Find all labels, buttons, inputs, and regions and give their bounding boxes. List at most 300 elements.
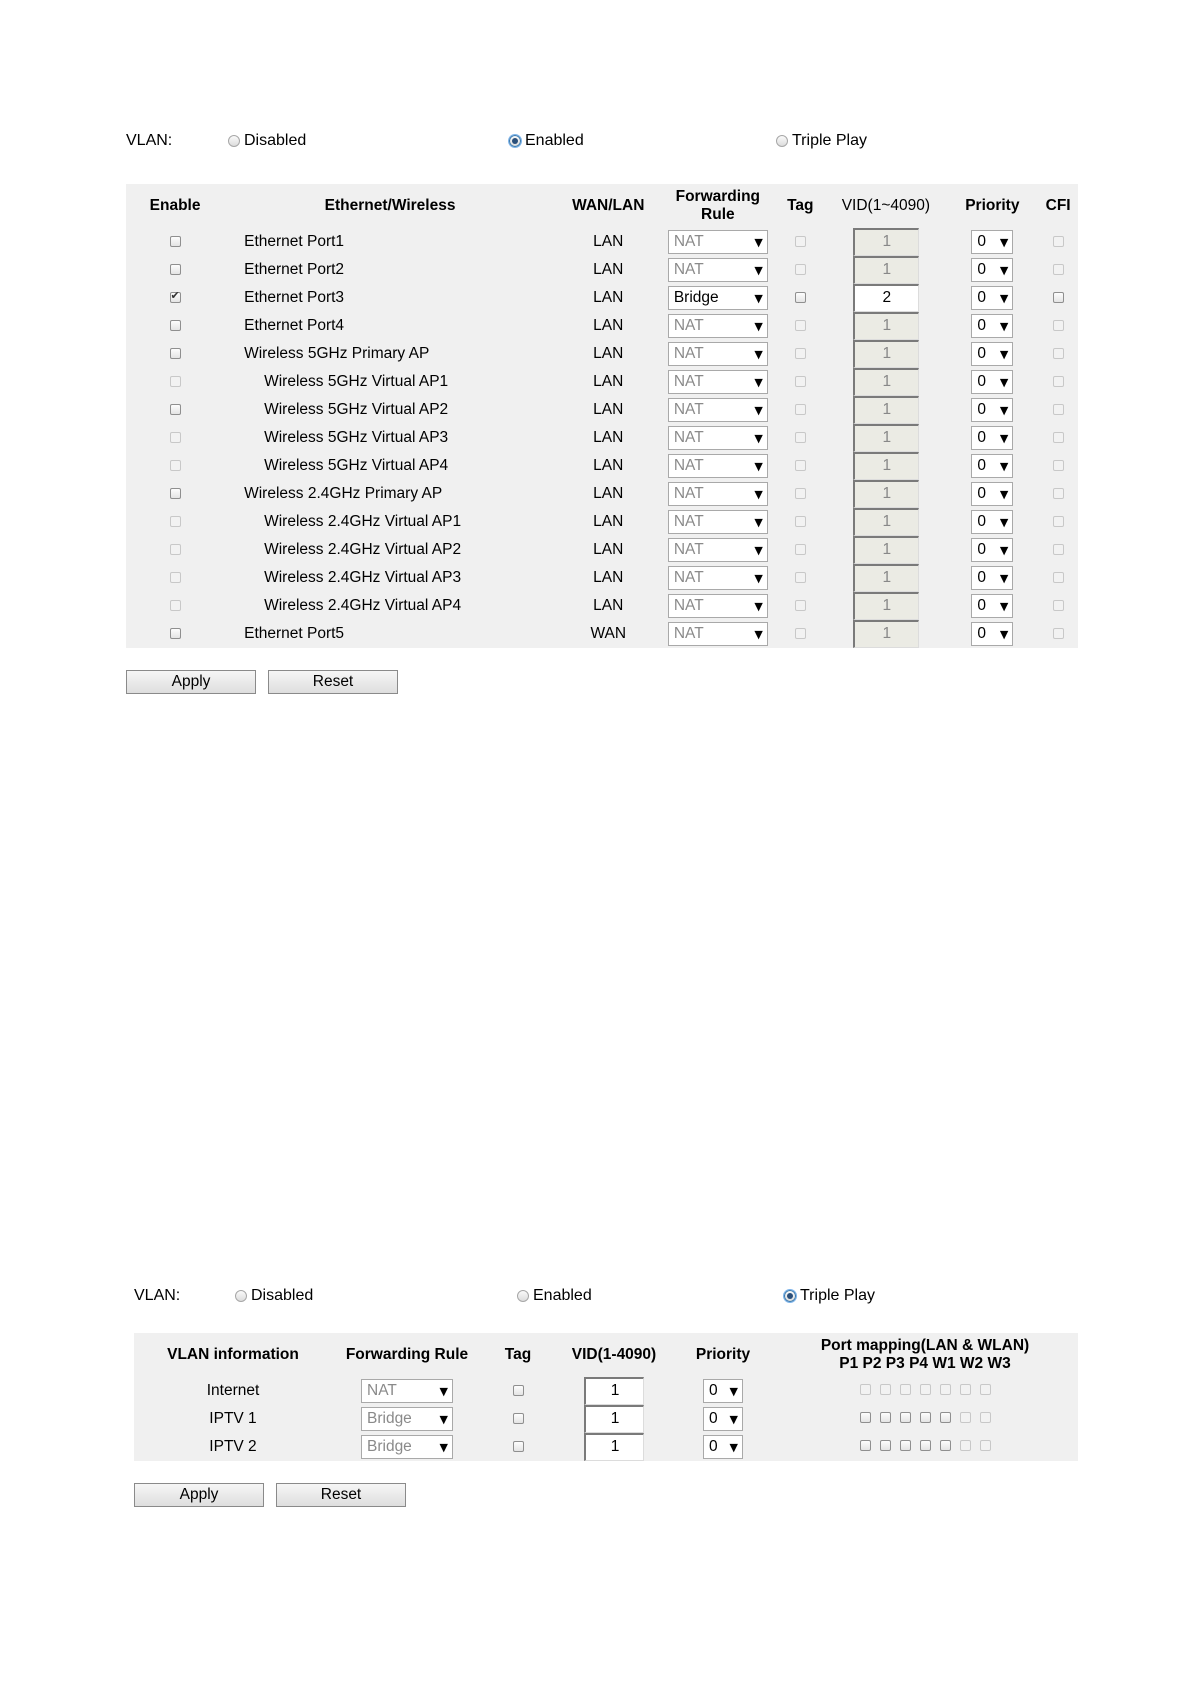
vid-cell [825, 564, 946, 592]
port-map-checkbox[interactable] [980, 1440, 991, 1451]
priority-select[interactable]: 0 ▼ [971, 426, 1013, 450]
table-row [126, 396, 1078, 424]
vid-input[interactable]: 1 [584, 1405, 644, 1433]
port-map-checkbox[interactable] [900, 1384, 911, 1395]
forwarding-rule-select[interactable]: Bridge ▼ [361, 1435, 453, 1459]
port-name: Wireless 5GHz Virtual AP1 [264, 373, 449, 390]
forwarding-rule-cell [660, 620, 775, 648]
vid-input[interactable]: 1 [584, 1433, 644, 1461]
enable-checkbox[interactable] [170, 460, 181, 471]
tag-cell [775, 536, 825, 564]
cfi-cell [1038, 396, 1078, 424]
vid-input[interactable]: 1 [853, 452, 919, 480]
priority-select[interactable]: 0 ▼ [971, 510, 1013, 534]
priority-select[interactable]: 0 ▼ [971, 230, 1013, 254]
priority-cell [946, 340, 1038, 368]
forwarding-rule-cell [660, 508, 775, 536]
dropdown-arrow-icon: ▼ [999, 347, 1009, 361]
table-row [126, 312, 1078, 340]
forwarding-rule-select[interactable]: NAT ▼ [668, 314, 768, 338]
priority-select[interactable]: 0 ▼ [971, 594, 1013, 618]
forwarding-rule-select[interactable]: NAT ▼ [668, 398, 768, 422]
apply-button[interactable]: Apply [134, 1483, 264, 1507]
port-map-checkbox[interactable] [920, 1440, 931, 1451]
port-map-checkbox[interactable] [860, 1384, 871, 1395]
cfi-cell [1038, 592, 1078, 620]
cfi-checkbox[interactable] [1053, 544, 1064, 555]
dropdown-arrow-icon: ▼ [754, 487, 763, 501]
priority-select[interactable]: 0 ▼ [971, 622, 1013, 646]
triple-play-table [134, 1333, 1078, 1461]
tag-cell [775, 312, 825, 340]
dropdown-arrow-icon: ▼ [754, 263, 763, 277]
enable-cell [126, 228, 224, 256]
tag-checkbox[interactable] [795, 404, 806, 415]
vid-cell [825, 368, 946, 396]
cfi-checkbox[interactable] [1053, 572, 1064, 583]
port-name: Wireless 5GHz Virtual AP2 [264, 401, 449, 418]
tag-checkbox[interactable] [795, 544, 806, 555]
forwarding-rule-select[interactable]: NAT ▼ [668, 594, 768, 618]
port-map-checkbox[interactable] [980, 1384, 991, 1395]
forwarding-rule-cell [660, 228, 775, 256]
priority-cell [946, 508, 1038, 536]
tag-checkbox[interactable] [795, 236, 806, 247]
priority-cell [946, 424, 1038, 452]
radio-selected-icon[interactable] [509, 135, 521, 147]
dropdown-arrow-icon: ▼ [754, 571, 763, 585]
cfi-checkbox[interactable] [1053, 376, 1064, 387]
port-map-checkbox[interactable] [860, 1440, 871, 1451]
enable-cell [126, 452, 224, 480]
vid-input[interactable]: 1 [853, 368, 919, 396]
dropdown-arrow-icon: ▼ [999, 459, 1009, 473]
tag-cell [775, 508, 825, 536]
vlan-disabled-radio[interactable]: Disabled [228, 132, 306, 150]
vid-cell [825, 396, 946, 424]
enable-checkbox[interactable] [170, 292, 181, 303]
dropdown-arrow-icon: ▼ [754, 235, 763, 249]
enable-cell [126, 368, 224, 396]
dropdown-arrow-icon: ▼ [999, 263, 1009, 277]
dropdown-arrow-icon: ▼ [754, 319, 763, 333]
dropdown-arrow-icon: ▼ [754, 627, 763, 641]
table-row [134, 1405, 1078, 1433]
vid-input[interactable]: 1 [853, 480, 919, 508]
vid-cell [825, 284, 946, 312]
radio-icon[interactable] [517, 1290, 529, 1302]
enable-checkbox[interactable] [170, 628, 181, 639]
table-row [126, 480, 1078, 508]
vid-input[interactable]: 1 [853, 396, 919, 424]
table-row [134, 1433, 1078, 1461]
port-type: LAN [593, 485, 624, 502]
radio-selected-icon[interactable] [784, 1290, 796, 1302]
cfi-checkbox[interactable] [1053, 348, 1064, 359]
enable-checkbox[interactable] [170, 348, 181, 359]
port-type: LAN [593, 457, 624, 474]
port-map-checkbox[interactable] [880, 1384, 891, 1395]
panel1-buttons [126, 670, 1078, 694]
tag-checkbox[interactable] [795, 628, 806, 639]
cfi-cell [1038, 284, 1078, 312]
vid-cell [825, 424, 946, 452]
forwarding-rule-select[interactable]: Bridge ▼ [361, 1407, 453, 1431]
enable-checkbox[interactable] [170, 544, 181, 555]
priority-select[interactable]: 0 ▼ [971, 370, 1013, 394]
port-type: LAN [593, 513, 624, 530]
table-row [126, 564, 1078, 592]
tag-cell [775, 228, 825, 256]
forwarding-rule-select[interactable]: Bridge ▼ [668, 286, 768, 310]
cfi-cell [1038, 620, 1078, 648]
vid-input[interactable]: 1 [853, 340, 919, 368]
priority-select[interactable]: 0 ▼ [703, 1407, 743, 1431]
cfi-checkbox[interactable] [1053, 600, 1064, 611]
vlan-disabled-radio[interactable]: Disabled [235, 1287, 313, 1305]
forwarding-rule-cell [660, 284, 775, 312]
port-type: LAN [593, 541, 624, 558]
vlan-name: IPTV 2 [209, 1438, 257, 1455]
enable-checkbox[interactable] [170, 404, 181, 415]
vlan-mode-row [126, 120, 1078, 170]
reset-button[interactable]: Reset [268, 670, 398, 694]
port-map-checkbox[interactable] [980, 1412, 991, 1423]
dropdown-arrow-icon: ▼ [999, 403, 1009, 417]
tag-checkbox[interactable] [795, 432, 806, 443]
forwarding-rule-cell [332, 1405, 482, 1433]
enable-checkbox[interactable] [170, 600, 181, 611]
vid-input[interactable]: 1 [853, 312, 919, 340]
tag-checkbox[interactable] [513, 1385, 524, 1396]
cfi-checkbox[interactable] [1053, 292, 1064, 303]
tag-checkbox[interactable] [795, 600, 806, 611]
tag-checkbox[interactable] [795, 376, 806, 387]
enable-checkbox[interactable] [170, 236, 181, 247]
port-type: LAN [593, 289, 624, 306]
table-row [126, 284, 1078, 312]
enable-cell [126, 536, 224, 564]
priority-cell [946, 396, 1038, 424]
vid-input[interactable]: 1 [853, 592, 919, 620]
dropdown-arrow-icon: ▼ [439, 1384, 448, 1398]
enable-cell [126, 256, 224, 284]
port-name: Ethernet Port2 [244, 261, 345, 278]
enable-checkbox[interactable] [170, 488, 181, 499]
enable-checkbox[interactable] [170, 376, 181, 387]
vid-input[interactable]: 1 [853, 228, 919, 256]
vid-input[interactable]: 2 [853, 284, 919, 312]
tag-cell [775, 480, 825, 508]
enable-checkbox[interactable] [170, 320, 181, 331]
tag-checkbox[interactable] [795, 488, 806, 499]
enable-cell [126, 424, 224, 452]
port-name: Wireless 5GHz Virtual AP3 [264, 429, 449, 446]
forwarding-rule-select[interactable]: NAT ▼ [668, 426, 768, 450]
col-ethernet-wireless: Ethernet/Wireless [324, 197, 456, 214]
port-map-checkbox[interactable] [960, 1412, 971, 1423]
forwarding-rule-select[interactable]: NAT ▼ [668, 454, 768, 478]
priority-select[interactable]: 0 ▼ [971, 398, 1013, 422]
priority-select[interactable]: 0 ▼ [971, 342, 1013, 366]
tag-checkbox[interactable] [513, 1441, 524, 1452]
priority-cell [674, 1377, 772, 1405]
vid-input[interactable]: 1 [853, 620, 919, 648]
enable-cell [126, 340, 224, 368]
radio-icon[interactable] [228, 135, 240, 147]
forwarding-rule-cell [660, 368, 775, 396]
col-port-mapping: Port mapping(LAN & WLAN) P1 P2 P3 P4 W1 W2 W3 [820, 1337, 1030, 1372]
tag-cell [775, 284, 825, 312]
forwarding-rule-cell [660, 424, 775, 452]
tag-checkbox[interactable] [795, 292, 806, 303]
dropdown-arrow-icon: ▼ [999, 487, 1009, 501]
radio-icon[interactable] [235, 1290, 247, 1302]
cfi-cell [1038, 312, 1078, 340]
vid-cell [825, 312, 946, 340]
vid-input[interactable]: 1 [853, 424, 919, 452]
priority-select[interactable]: 0 ▼ [971, 538, 1013, 562]
vid-input[interactable]: 1 [853, 536, 919, 564]
dropdown-arrow-icon: ▼ [999, 431, 1009, 445]
forwarding-rule-cell [660, 592, 775, 620]
tag-checkbox[interactable] [795, 320, 806, 331]
port-map-checkbox[interactable] [960, 1384, 971, 1395]
forwarding-rule-cell [660, 312, 775, 340]
enable-checkbox[interactable] [170, 432, 181, 443]
cfi-checkbox[interactable] [1053, 488, 1064, 499]
tag-checkbox[interactable] [795, 264, 806, 275]
vid-cell [825, 620, 946, 648]
priority-select[interactable]: 0 ▼ [703, 1435, 743, 1459]
col-forwarding-rule: Forwarding Rule [675, 188, 761, 223]
priority-select[interactable]: 0 ▼ [971, 314, 1013, 338]
port-type: WAN [590, 625, 627, 642]
forwarding-rule-cell [332, 1377, 482, 1405]
enable-checkbox[interactable] [170, 516, 181, 527]
col-cfi: CFI [1045, 197, 1071, 214]
dropdown-arrow-icon: ▼ [754, 515, 763, 529]
dropdown-arrow-icon: ▼ [729, 1440, 738, 1454]
col-vlan-information: VLAN information [167, 1346, 299, 1363]
dropdown-arrow-icon: ▼ [999, 291, 1009, 305]
priority-cell [946, 312, 1038, 340]
vid-input[interactable]: 1 [853, 256, 919, 284]
priority-cell [946, 536, 1038, 564]
dropdown-arrow-icon: ▼ [439, 1412, 448, 1426]
forwarding-rule-select[interactable]: NAT ▼ [668, 370, 768, 394]
forwarding-rule-select[interactable]: NAT ▼ [668, 538, 768, 562]
port-name: Ethernet Port4 [244, 317, 345, 334]
port-map-checkbox[interactable] [960, 1440, 971, 1451]
priority-cell [946, 452, 1038, 480]
tag-cell [775, 368, 825, 396]
col-forwarding-rule: Forwarding Rule [345, 1346, 469, 1363]
port-map-checkbox[interactable] [880, 1412, 891, 1423]
forwarding-rule-cell [660, 256, 775, 284]
dropdown-arrow-icon: ▼ [754, 431, 763, 445]
table-row [126, 256, 1078, 284]
port-map-checkbox[interactable] [900, 1440, 911, 1451]
vlan-triple-play-radio[interactable]: Triple Play [784, 1287, 875, 1305]
tag-checkbox[interactable] [795, 572, 806, 583]
priority-select[interactable]: 0 ▼ [971, 454, 1013, 478]
priority-select[interactable]: 0 ▼ [703, 1379, 743, 1403]
tag-checkbox[interactable] [795, 348, 806, 359]
vlan-name: IPTV 1 [209, 1410, 257, 1427]
port-type: LAN [593, 401, 624, 418]
port-mapping-group [860, 1384, 991, 1395]
vid-cell [825, 256, 946, 284]
col-enable: Enable [149, 197, 201, 214]
tag-cell [482, 1377, 554, 1405]
dropdown-arrow-icon: ▼ [754, 291, 763, 305]
vlan-enabled-radio[interactable]: Enabled [517, 1287, 592, 1305]
port-map-checkbox[interactable] [880, 1440, 891, 1451]
panel2-buttons [134, 1483, 1078, 1507]
dropdown-arrow-icon: ▼ [754, 403, 763, 417]
enable-checkbox[interactable] [170, 572, 181, 583]
vid-cell [554, 1433, 674, 1461]
port-name: Wireless 2.4GHz Virtual AP2 [264, 541, 462, 558]
tag-cell [775, 256, 825, 284]
priority-cell [946, 480, 1038, 508]
port-mapping-group [860, 1440, 991, 1451]
priority-cell [674, 1433, 772, 1461]
port-map-checkbox[interactable] [920, 1384, 931, 1395]
vid-cell [825, 228, 946, 256]
table-row [126, 452, 1078, 480]
dropdown-arrow-icon: ▼ [754, 543, 763, 557]
tag-cell [775, 424, 825, 452]
enable-cell [126, 284, 224, 312]
table-header-row [134, 1333, 1078, 1377]
cfi-cell [1038, 480, 1078, 508]
priority-cell [946, 620, 1038, 648]
vlan-port-table [126, 184, 1078, 648]
port-map-checkbox[interactable] [940, 1384, 951, 1395]
enable-cell [126, 592, 224, 620]
port-map-checkbox[interactable] [920, 1412, 931, 1423]
table-row [126, 620, 1078, 648]
vid-input[interactable]: 1 [853, 564, 919, 592]
tag-checkbox[interactable] [795, 516, 806, 527]
priority-cell [946, 368, 1038, 396]
port-map-checkbox[interactable] [860, 1412, 871, 1423]
port-mapping-cell [772, 1405, 1078, 1433]
tag-cell [775, 620, 825, 648]
port-type: LAN [593, 569, 624, 586]
vlan-label: VLAN: [126, 132, 173, 149]
cfi-checkbox[interactable] [1053, 236, 1064, 247]
enable-checkbox[interactable] [170, 264, 181, 275]
tag-checkbox[interactable] [513, 1413, 524, 1424]
dropdown-arrow-icon: ▼ [999, 571, 1009, 585]
forwarding-rule-select[interactable]: NAT ▼ [361, 1379, 453, 1403]
vlan-triple-play-radio[interactable]: Triple Play [776, 132, 867, 150]
dropdown-arrow-icon: ▼ [754, 459, 763, 473]
tag-cell [775, 592, 825, 620]
vlan-mode-row [134, 1275, 1078, 1325]
col-vid: VID(1~4090) [841, 197, 931, 214]
cfi-checkbox[interactable] [1053, 404, 1064, 415]
forwarding-rule-select[interactable]: NAT ▼ [668, 230, 768, 254]
cfi-checkbox[interactable] [1053, 628, 1064, 639]
cfi-checkbox[interactable] [1053, 432, 1064, 443]
vid-cell [554, 1377, 674, 1405]
forwarding-rule-cell [660, 340, 775, 368]
forwarding-rule-select[interactable]: NAT ▼ [668, 510, 768, 534]
vid-cell [825, 536, 946, 564]
port-name: Wireless 2.4GHz Virtual AP1 [264, 513, 462, 530]
col-vid: VID(1-4090) [571, 1346, 657, 1363]
vid-input[interactable]: 1 [584, 1377, 644, 1405]
port-map-checkbox[interactable] [940, 1440, 951, 1451]
enable-cell [126, 508, 224, 536]
vlan-label: VLAN: [134, 1287, 181, 1304]
col-priority: Priority [695, 1346, 751, 1363]
vid-input[interactable]: 1 [853, 508, 919, 536]
port-name: Wireless 2.4GHz Virtual AP3 [264, 569, 462, 586]
tag-cell [775, 452, 825, 480]
cfi-checkbox[interactable] [1053, 320, 1064, 331]
forwarding-rule-select[interactable]: NAT ▼ [668, 342, 768, 366]
priority-select[interactable]: 0 ▼ [971, 566, 1013, 590]
vlan-enabled-radio[interactable]: Enabled [509, 132, 584, 150]
priority-cell [946, 592, 1038, 620]
tag-checkbox[interactable] [795, 460, 806, 471]
port-type: LAN [593, 317, 624, 334]
forwarding-rule-select[interactable]: NAT ▼ [668, 566, 768, 590]
cfi-cell [1038, 536, 1078, 564]
port-map-checkbox[interactable] [900, 1412, 911, 1423]
cfi-checkbox[interactable] [1053, 460, 1064, 471]
forwarding-rule-select[interactable]: NAT ▼ [668, 258, 768, 282]
forwarding-rule-select[interactable]: NAT ▼ [668, 482, 768, 506]
priority-select[interactable]: 0 ▼ [971, 482, 1013, 506]
port-name: Ethernet Port5 [244, 625, 345, 642]
col-priority: Priority [965, 197, 1020, 214]
enable-cell [126, 312, 224, 340]
port-type: LAN [593, 597, 624, 614]
port-map-checkbox[interactable] [940, 1412, 951, 1423]
port-mapping-group [860, 1412, 991, 1423]
vlan-enabled-panel [126, 120, 1078, 694]
forwarding-rule-cell [332, 1433, 482, 1461]
vid-cell [825, 340, 946, 368]
port-type: LAN [593, 233, 624, 250]
cfi-checkbox[interactable] [1053, 516, 1064, 527]
radio-icon[interactable] [776, 135, 788, 147]
tag-cell [482, 1405, 554, 1433]
cfi-cell [1038, 452, 1078, 480]
priority-cell [946, 284, 1038, 312]
col-tag: Tag [787, 197, 814, 214]
table-row [126, 592, 1078, 620]
priority-select[interactable]: 0 ▼ [971, 286, 1013, 310]
priority-select[interactable]: 0 ▼ [971, 258, 1013, 282]
tag-cell [775, 340, 825, 368]
reset-button[interactable]: Reset [276, 1483, 406, 1507]
tag-cell [775, 396, 825, 424]
port-type: LAN [593, 373, 624, 390]
cfi-checkbox[interactable] [1053, 264, 1064, 275]
port-mapping-cell [772, 1433, 1078, 1461]
dropdown-arrow-icon: ▼ [729, 1384, 738, 1398]
forwarding-rule-select[interactable]: NAT ▼ [668, 622, 768, 646]
table-row [126, 228, 1078, 256]
apply-button[interactable]: Apply [126, 670, 256, 694]
